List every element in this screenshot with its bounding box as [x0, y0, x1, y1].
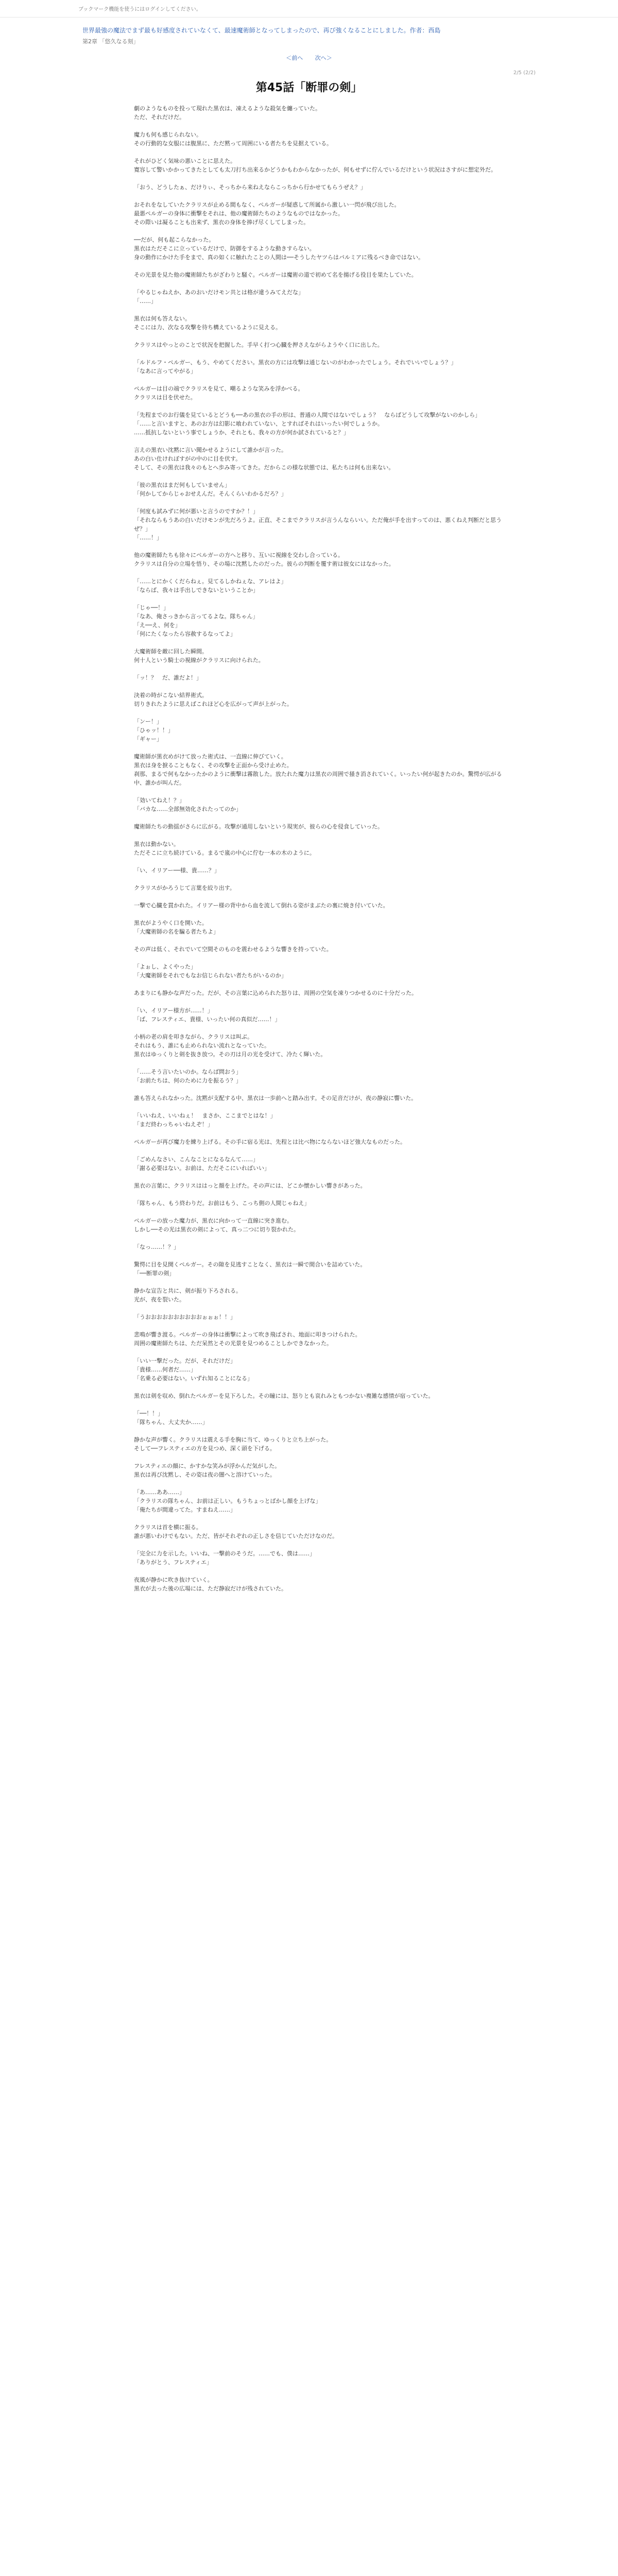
- novel-body: [82, 104, 536, 1602]
- paragraph-gap: [82, 1234, 536, 1243]
- paragraph-gap: [82, 306, 536, 314]
- novel-line: それがひどく気味の悪いことに思えた。: [134, 158, 236, 164]
- pager-nav: [82, 54, 536, 62]
- paragraph-gap: [82, 954, 536, 962]
- paragraph-gap: [82, 936, 536, 945]
- novel-line: 「何度も試みずに何が悪いと言うのですか？！」: [134, 508, 259, 515]
- novel-line: 「なあ、俺さっきから言ってるよな。隊ちゃん」: [134, 613, 259, 620]
- novel-line: 劇のようなものを投って現れた黒衣は、凍えるような殺気を纏っていた。: [134, 105, 321, 112]
- paragraph-gap: [82, 174, 536, 183]
- novel-line: 魔術師が黒衣めがけて放った術式は、一直線に伸びていく。: [134, 753, 287, 760]
- novel-line: 「ッ！？ だ、誰だよ！」: [134, 674, 202, 681]
- novel-line: 「やるじゃねえか、あのおいだけモン共とは格が違うみてえだな」: [134, 289, 304, 296]
- novel-line: ……抵抗しないという事でしょうか、それとも、我々の方が何か試されていると？」: [134, 429, 349, 436]
- paragraph-gap: [82, 831, 536, 840]
- novel-line: 「ありがとう、フレスティエ」: [134, 1559, 213, 1566]
- main-content: [82, 26, 536, 1602]
- paragraph-gap: [82, 665, 536, 673]
- novel-line: 魔術師たちの動揺がさらに広がる。攻撃が通用しないという現実が、彼らの心を侵食していった。: [134, 823, 383, 830]
- episode-title: 第45話「断罪の剣」: [255, 81, 363, 94]
- paragraph-gap: [82, 682, 536, 691]
- novel-line: おそれをなしていたクラリスが止める間もなく、ペルガーが疑惑して所属から激しい一閃が飛び出した。: [134, 201, 400, 208]
- paragraph-gap: [82, 787, 536, 796]
- novel-line: 「謝る必要はない。お前は、ただそこにいればいい」: [134, 1165, 270, 1172]
- paragraph-gap: [82, 857, 536, 866]
- paragraph-gap: [82, 402, 536, 411]
- paragraph-gap: [82, 638, 536, 647]
- novel-line: 「い、イリアー様方が……！」: [134, 1007, 213, 1014]
- novel-line: 小柄の老の肩を叩きながら、クラリスは叫ぶ。: [134, 1033, 253, 1040]
- novel-line: 黒衣は剣を収め、倒れたペルガーを見下ろした。その瞳には、怒りとも哀れみともつかない複雑な感情が宿っていた。: [134, 1393, 434, 1399]
- novel-line: ただ、それだけだ。: [134, 114, 185, 121]
- paragraph-gap: [82, 148, 536, 157]
- novel-title: [82, 26, 536, 35]
- novel-line: 決着の時がこない結界術式。: [134, 692, 208, 699]
- novel-line: ペルガーは目の端でクラリスを見て、嘲るような笑みを浮かべる。: [134, 385, 304, 392]
- novel-line: 黒衣はゆっくりと剣を抜き放つ。その刃は月の光を受けて、冷たく輝いた。: [134, 1051, 327, 1058]
- paragraph-gap: [82, 708, 536, 717]
- novel-line: ただそこに立ち続けている。まるで嵐の中心に佇む一本の木のように。: [134, 850, 315, 856]
- novel-line: 最悪ペルガーの身体に衝撃をそれは、他の魔術師たちのようなものではなかった。: [134, 210, 344, 217]
- novel-line: 黒衣は何も答えない。: [134, 315, 191, 322]
- novel-line: クラリスは首を横に振る。: [134, 1524, 202, 1531]
- novel-line: 誰が悪いわけでもない。ただ、皆がそれぞれの正しさを信じていただけなのだ。: [134, 1533, 338, 1539]
- paragraph-gap: [82, 1190, 536, 1199]
- paragraph-gap: [82, 542, 536, 551]
- novel-line: 「効いてねえ！？」: [134, 797, 185, 804]
- novel-line: 「なあに言ってやがる」: [134, 368, 196, 375]
- novel-line: そこには力、次なる攻撃を待ち構えているように見える。: [134, 324, 281, 331]
- novel-line: あまりにも静かな声だった。だが、その言葉に込められた怒りは、周囲の空気を凍りつかせるのに十分だった。: [134, 990, 417, 996]
- novel-line: 黒衣は再び沈黙し、その姿は夜の闇へと溶けていった。: [134, 1471, 276, 1478]
- novel-line: 悲鳴が響き渡る。ペルガーの身体は衝撃によって吹き飛ばされ、地面に叩きつけられた。: [134, 1331, 361, 1338]
- paragraph-gap: [82, 743, 536, 752]
- paragraph-gap: [82, 1383, 536, 1392]
- paragraph-gap: [82, 227, 536, 235]
- novel-line: 黒衣は身を捩ることもなく、その攻撃を正面から受け止めた。: [134, 762, 293, 769]
- paragraph-gap: [82, 1567, 536, 1575]
- paragraph-gap: [82, 1540, 536, 1549]
- novel-line: ──だが、何も起こらなかった。: [134, 236, 215, 243]
- next-link[interactable]: 次へ＞: [315, 55, 332, 61]
- novel-line: 「いいねえ、いいねぇ！ まさか、ここまでとはな！」: [134, 1112, 276, 1119]
- novel-line: 黒衣が去った後の広場には、ただ静寂だけが残されていた。: [134, 1585, 287, 1592]
- novel-line: 「先程までのお行儀を見ているとどうも──あの黒衣の手の形は、普通の人間ではないでしょう？ ならばどうして攻撃がないのかしら」: [134, 412, 481, 418]
- novel-line: 「……と言いますと、あのお方は幻影に喰われていない、とすればそれはいったい何でしょうか。: [134, 420, 383, 427]
- novel-line: 「……！」: [134, 534, 162, 541]
- novel-line: 光が、夜を裂いた。: [134, 1296, 185, 1303]
- novel-line: ペルガーの放った魔力が、黒衣に向かって一直線に突き進む。: [134, 1217, 293, 1224]
- novel-line: 「貴様……何者だ……」: [134, 1366, 196, 1373]
- novel-line: 「ギャー」: [134, 736, 162, 742]
- novel-line: 「ならば、我々は手出しできないということか」: [134, 587, 259, 594]
- novel-line: 何十人という騎士の視線がクラリスに向けられた。: [134, 657, 264, 664]
- novel-line: あの白い仕けれぼすがの中のに目を伏す。: [134, 455, 242, 462]
- paragraph-gap: [82, 279, 536, 288]
- novel-line: 刹那、まるで何もなかったかのように衝撃は霧散した。放たれた魔力は黒衣の周囲で掻き消されていく。いったい何が起きたのか。驚愕が広がる中、誰かが叫んだ。: [134, 771, 502, 786]
- novel-line: 「大魔術師をそれでもなお信じられない者たちがいるのか」: [134, 972, 287, 979]
- novel-line: フレスティエの顔に、かすかな笑みが浮かんだ気がした。: [134, 1463, 281, 1469]
- paragraph-gap: [82, 1514, 536, 1523]
- paragraph-gap: [82, 332, 536, 341]
- paragraph-gap: [82, 1400, 536, 1409]
- novel-line: 大魔術師を敵に回した瞬間。: [134, 648, 208, 655]
- paragraph-gap: [82, 1103, 536, 1111]
- novel-line: その際いは凝ることも出来ず、黒衣の身体を捧げ尽くしてしまった。: [134, 219, 310, 226]
- paragraph-gap: [82, 262, 536, 270]
- paragraph-gap: [82, 1278, 536, 1286]
- paragraph-gap: [82, 1024, 536, 1032]
- paragraph-gap: [82, 1593, 536, 1602]
- novel-line: 誰も答えられなかった。沈黙が支配する中、黒衣は一歩前へと踏み出す。その足音だけが、夜の静寂に響いた。: [134, 1095, 417, 1101]
- novel-line: それはもう、誰にも止められない流れとなっていた。: [134, 1042, 270, 1049]
- paragraph-gap: [82, 997, 536, 1006]
- novel-line: 「──！！」: [134, 1410, 164, 1417]
- novel-line: クラリスはやっとのことで状況を把握した。手早く打つ心臓を押さえながらようやく口に出した。: [134, 342, 383, 348]
- paragraph-gap: [82, 1085, 536, 1094]
- novel-line: 黒衣がようやく口を開いた。: [134, 920, 208, 926]
- novel-line: 「──断罪の剣」: [134, 1270, 175, 1277]
- novel-line: 「うおおおおおおおおおおぉぉぉ！！」: [134, 1314, 236, 1320]
- novel-line: 「何にたくなったら容赦するなってよ」: [134, 631, 236, 637]
- top-bar: [0, 0, 618, 18]
- novel-line: 「……そう言いたいのか。ならば問おう」: [134, 1069, 242, 1075]
- paragraph-gap: [82, 472, 536, 481]
- paragraph-gap: [82, 1427, 536, 1435]
- novel-line: 「……とにかくくだらねぇ。見てるしかねぇな、アレはよ」: [134, 578, 287, 585]
- novel-line: 周囲の魔術師たちは、ただ呆然とその光景を見つめることしかできなかった。: [134, 1340, 332, 1347]
- novel-line: 「ごめんなさい、こんなことになるなんて……」: [134, 1156, 259, 1163]
- paragraph-gap: [82, 875, 536, 884]
- novel-line: 「ルドルフ・ペルガー、もう、やめてください。黒衣の方には攻撃は通じないのがわかったでしょう。それでいいでしょう？」: [134, 359, 457, 366]
- novel-line: 一撃で心臓を貫かれた。イリアー様の背中から血を流して倒れる姿がまぶたの裏に焼き付いていた。: [134, 902, 389, 909]
- novel-line: クラリスがかろうじて言葉を絞り出す。: [134, 885, 235, 891]
- novel-line: 「彼の黒衣はまだ何もしていません」: [134, 482, 230, 488]
- novel-line: クラリスは目を伏せた。: [134, 394, 196, 401]
- novel-line: 「ひゃッ！！」: [134, 727, 174, 734]
- novel-line: 「俺たちが間違ってた。すまねえ……」: [134, 1506, 236, 1513]
- paragraph-gap: [82, 595, 536, 603]
- prev-link[interactable]: ＜前へ: [286, 55, 303, 61]
- novel-line: 言えの黒衣い沈黙に言い聞かせるようにして誰かが言った。: [134, 447, 287, 453]
- paragraph-gap: [82, 1129, 536, 1138]
- novel-line: 「隊ちゃん、大丈夫か……」: [134, 1419, 208, 1426]
- paragraph-gap: [82, 1146, 536, 1155]
- paragraph-gap: [82, 1251, 536, 1260]
- paragraph-gap: [82, 122, 536, 130]
- novel-line: 「大魔術師の名を騙る者たちよ」: [134, 928, 219, 935]
- paragraph-gap: [82, 1348, 536, 1357]
- novel-line: 「クラリスの隊ちゃん、お前は正しい。もうちょっとばかし顔を上げな」: [134, 1498, 321, 1504]
- novel-line: 「まだ終わっちゃいねえぞ！」: [134, 1121, 213, 1128]
- paragraph-gap: [82, 1321, 536, 1330]
- paragraph-gap: [82, 1059, 536, 1067]
- novel-line: 「バカな……全部無効化されたってのか」: [134, 806, 242, 812]
- paragraph-gap: [82, 892, 536, 901]
- novel-line: 「ンー！」: [134, 718, 162, 725]
- paragraph-gap: [82, 1453, 536, 1462]
- paragraph-gap: [82, 498, 536, 507]
- novel-line: 「ば、フレスティエ、貴様、いったい何の真似だ……！」: [134, 1016, 281, 1023]
- novel-line: その行動的な女服には腹黒に、ただ黙って周囲にいる者たちを見据えている。: [134, 140, 332, 147]
- novel-line: 魔力も何も感じられない。: [134, 131, 202, 138]
- novel-title-link[interactable]: 世界最強の魔法でまず最も好感度されていなくて、最速魔術師となってしまったので、再び強くなることにしました。作者：西島: [82, 27, 441, 34]
- paragraph-gap: [82, 437, 536, 446]
- novel-line: 黒衣は動かない。: [134, 841, 179, 848]
- paragraph-gap: [82, 1304, 536, 1313]
- novel-line: 「いい一撃だった。だが、それだけだ」: [134, 1358, 236, 1364]
- paragraph-gap: [82, 1208, 536, 1216]
- novel-line: 「隊ちゃん、もう終わりだ。お前はもう、こっち側の人間じゃねえ」: [134, 1200, 310, 1207]
- novel-line: 身の動作にかけた手をまで、真の如くに触れたことの人間は──そうしたヤツらはパルミアに残るべき命ではない。: [134, 254, 424, 261]
- novel-line: 「お前たちは、何のために力を振るう？」: [134, 1077, 242, 1084]
- novel-line: 「名乗る必要はない。いずれ知ることになる」: [134, 1375, 253, 1382]
- novel-line: そして、その黒衣は我々のもとへ歩み寄ってきた。だからこの様な状態では、私たちは何も出来ない。: [134, 464, 394, 471]
- novel-line: ペルガーが再び魔力を練り上げる。その手に宿る光は、先程とは比べ物にならないほど強大なものだった。: [134, 1139, 406, 1145]
- novel-line: 黒衣の言葉に、クラリスははっと顔を上げた。その声には、どこか懐かしい響きがあった。: [134, 1182, 366, 1189]
- novel-line: 「……」: [134, 298, 157, 304]
- novel-line: 夜風が静かに吹き抜けていく。: [134, 1577, 213, 1583]
- novel-line: クラリスは自分の立場を悟り、その場に沈黙したのだった。彼らの判断を覆す術は彼女にはなかった。: [134, 561, 394, 567]
- paragraph-gap: [82, 980, 536, 989]
- page-number: 2/5 (2/2): [513, 70, 536, 76]
- login-banner: ブックマーク機能を使うにはログインしてください。: [78, 7, 201, 12]
- novel-line: 「何かしてからじゃおせえんだ。そんくらいわかるだろ？」: [134, 490, 287, 497]
- novel-line: 驚愕に目を見開くペルガー。その隙を見逃すことなく、黒衣は一瞬で間合いを詰めていた。: [134, 1261, 366, 1268]
- paragraph-gap: [82, 1173, 536, 1181]
- paragraph-gap: [82, 910, 536, 919]
- novel-line: 他の魔術師たちも徐々にペルガーの方へと移り、互いに視線を交わし合っている。: [134, 552, 344, 558]
- paragraph-gap: [82, 192, 536, 200]
- paragraph-gap: [82, 568, 536, 577]
- novel-line: その光景を見た他の魔術師たちがざわりと騒ぐ。ペルガーは魔術の道で初めて名を揚げる役目を果たしていた。: [134, 272, 417, 278]
- novel-line: 「い、イリアー──様、貴……？」: [134, 867, 220, 874]
- paragraph-gap: [82, 376, 536, 384]
- novel-line: 「なっ……！？」: [134, 1244, 179, 1250]
- novel-line: 「それならもうあの白いだけモンが先だろうよ。正直、そこまでクラリスが言うんならいい。ただ俺が手を出すってのは、悪くねえ判断だと思うぜ？」: [134, 517, 502, 532]
- novel-line: 静かな宣告と共に、剣が振り下ろされる。: [134, 1287, 242, 1294]
- novel-line: 「あ……ああ……」: [134, 1489, 185, 1496]
- novel-line: 「完全に力を示した。いいね、一撃前のそうだ。……でも、僕は……」: [134, 1550, 315, 1557]
- novel-line: 「よぉし、よくやった」: [134, 963, 196, 970]
- novel-line: そして──フレスティエの方を見つめ、深く頭を下げる。: [134, 1445, 276, 1452]
- novel-line: 黒衣はただそこに立っているだけで、防御をするような動きすらない。: [134, 245, 315, 252]
- paragraph-gap: [82, 814, 536, 822]
- novel-line: 「え──え、何を」: [134, 622, 181, 629]
- novel-line: しかし──その光は黒衣の剣によって、真っ二つに切り裂かれた。: [134, 1226, 300, 1233]
- novel-line: 寛容して警いかかってきたとしても太刀打ち出来るかどうかもわからなかったが、何もせずに佇んでいるだけという状況はさすがに想定外だ。: [134, 166, 496, 173]
- novel-line: 「おう、どうしたぁ、だけりぃ、そっちから来ねえならこっちから行かせてもらうぜえ？」: [134, 184, 366, 191]
- novel-line: その声は低く、それでいて空間そのものを震わせるような響きを持っていた。: [134, 946, 332, 953]
- novel-line: 静かな声が響く。クラリスは震える手を胸に当て、ゆっくりと立ち上がった。: [134, 1436, 332, 1443]
- paragraph-gap: [82, 349, 536, 358]
- chapter-label: 第2章 「悠久なる刻」: [82, 38, 139, 45]
- novel-line: 「じゃ──！」: [134, 604, 169, 611]
- novel-line: 切りきれたように思えばこれほど心を広がって声が上がった。: [134, 701, 293, 707]
- paragraph-gap: [82, 1479, 536, 1488]
